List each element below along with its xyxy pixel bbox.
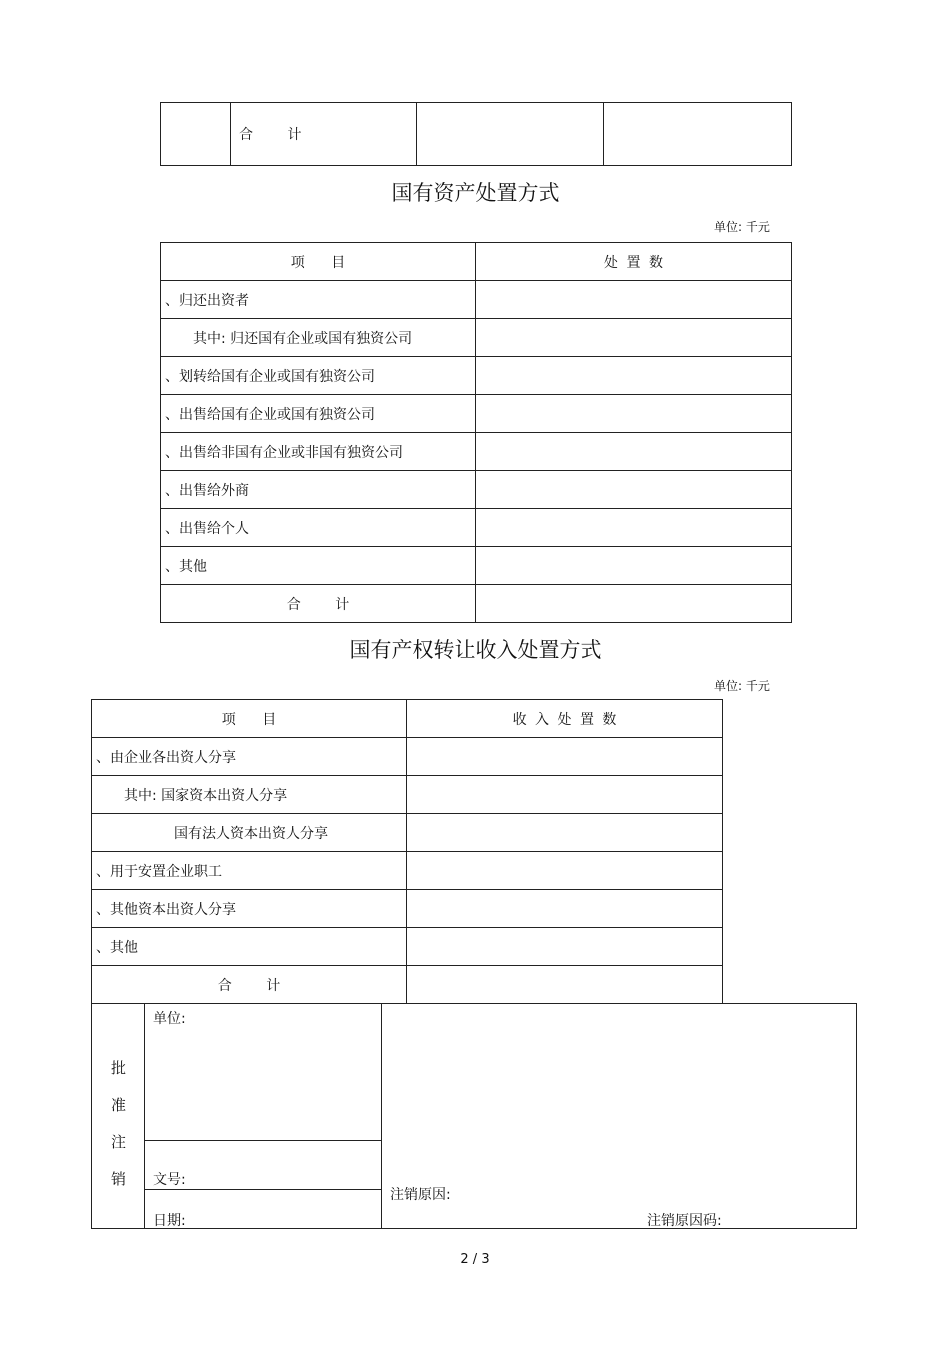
top-table-empty-cell	[161, 103, 231, 166]
section2-row-label: 、由企业各出资人分享	[92, 738, 407, 776]
section2-unit: 单位: 千元	[714, 679, 770, 693]
approval-divider	[145, 1140, 381, 1141]
section2-row-value	[407, 738, 723, 776]
section1-unit: 单位: 千元	[714, 220, 770, 234]
section2-header-item: 项 目	[92, 700, 407, 738]
section1-row-value	[476, 281, 792, 319]
cancel-reason-code-label: 注销原因码:	[647, 1213, 722, 1229]
section1-row-label: 、出售给外商	[161, 471, 476, 509]
section1-row-label: 、归还出资者	[161, 281, 476, 319]
section1-row-value	[476, 509, 792, 547]
section1-row-value	[476, 319, 792, 357]
approval-vertical-label	[92, 1050, 145, 1198]
section1-row-value	[476, 547, 792, 585]
vertical-char: 销	[110, 1170, 126, 1188]
section1-row-label: 、划转给国有企业或国有独资公司	[161, 357, 476, 395]
section2-row-label: 、用于安置企业职工	[92, 852, 407, 890]
section2-title: 国有产权转让收入处置方式	[349, 638, 602, 662]
section1-total-label: 合 计	[161, 585, 476, 623]
section2-row-label: 、其他资本出资人分享	[92, 890, 407, 928]
section2-row-value	[407, 890, 723, 928]
approval-divider	[145, 1189, 381, 1190]
section1-row-label: 、出售给非国有企业或非国有独资公司	[161, 433, 476, 471]
section1-header-item: 项 目	[161, 243, 476, 281]
approval-middle-column	[145, 1004, 382, 1228]
vertical-char: 批	[110, 1059, 126, 1077]
section2-row-value	[407, 852, 723, 890]
approval-date-label: 日期:	[153, 1213, 186, 1229]
section1-total-value	[476, 585, 792, 623]
top-table-total-label: 合 计	[231, 103, 417, 166]
section2-row-value	[407, 776, 723, 814]
section2-total-label: 合 计	[92, 966, 407, 1004]
cancel-reason-label: 注销原因:	[390, 1187, 451, 1203]
approval-block	[91, 1003, 857, 1229]
section2-row-value	[407, 928, 723, 966]
section2-row-value	[407, 814, 723, 852]
top-table	[160, 102, 792, 166]
vertical-char: 注	[110, 1133, 126, 1151]
top-table-value-cell	[604, 103, 792, 166]
section1-row-label: 、其他	[161, 547, 476, 585]
section1-header-value: 处 置 数	[476, 243, 792, 281]
section2-table	[91, 699, 723, 1004]
section1-row-value	[476, 471, 792, 509]
section1-title: 国有资产处置方式	[391, 181, 560, 205]
approval-unit-label: 单位:	[153, 1011, 186, 1027]
section1-row-label: 、出售给个人	[161, 509, 476, 547]
approval-doc-no-label: 文号:	[153, 1172, 186, 1188]
top-table-value-cell	[417, 103, 604, 166]
section2-row-label: 其中: 国家资本出资人分享	[92, 776, 407, 814]
section1-table	[160, 242, 792, 623]
vertical-char: 准	[110, 1096, 126, 1114]
section2-header-value: 收 入 处 置 数	[407, 700, 723, 738]
section2-row-label: 、其他	[92, 928, 407, 966]
page-number: 2 / 3	[460, 1252, 490, 1267]
section1-row-label: 其中: 归还国有企业或国有独资公司	[161, 319, 476, 357]
approval-vertical-column	[92, 1004, 145, 1228]
section1-row-value	[476, 395, 792, 433]
section1-row-value	[476, 433, 792, 471]
section1-row-label: 、出售给国有企业或国有独资公司	[161, 395, 476, 433]
section2-row-label: 国有法人资本出资人分享	[92, 814, 407, 852]
section1-row-value	[476, 357, 792, 395]
section2-total-value	[407, 966, 723, 1004]
